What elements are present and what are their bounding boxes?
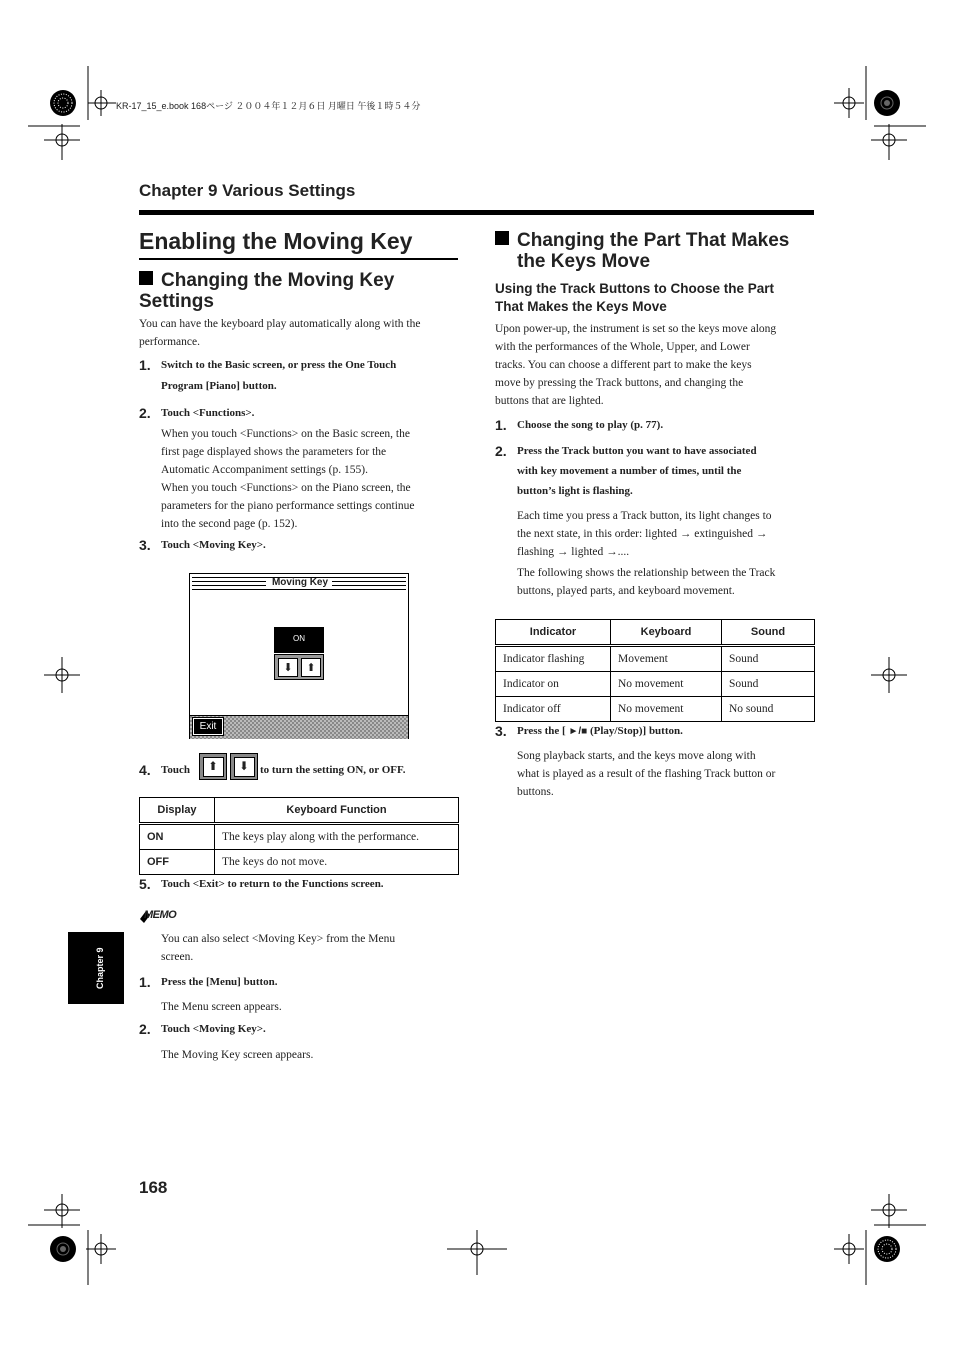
page-number: 168 [139, 1178, 168, 1197]
step-number: 3. [139, 537, 151, 553]
indicator-table [495, 619, 815, 722]
body-line: Automatic Accompaniment settings (p. 155). [161, 464, 368, 476]
step-text [161, 355, 461, 397]
title-underline [139, 258, 458, 260]
step-text-post: to turn the setting ON, or OFF. [260, 764, 406, 776]
section-title-line: the Keys Move [517, 251, 651, 272]
step-number: 1. [495, 417, 507, 433]
print-header: KR-17_15_e.book 168ページ ２００４年１２月６日 月曜日 午後１時５４分 [116, 101, 421, 111]
step-number: 4. [139, 762, 151, 778]
up-button-icon-box [199, 753, 227, 780]
section-title-text: Changing the Moving Key Settings [139, 270, 395, 312]
moving-key-screen [189, 573, 409, 739]
table-header: Sound [722, 620, 815, 646]
step-text [517, 441, 817, 501]
screen-arrow-panel [274, 654, 324, 680]
body-line: flashing → lighted →.... [517, 546, 630, 558]
side-tab-label: Chapter 9 [95, 947, 105, 989]
step-text-line: Press the Track button you want to have associated [517, 445, 757, 457]
display-function-table [139, 797, 459, 875]
table-row [496, 646, 815, 672]
step-number: 2. [495, 443, 507, 459]
chapter-rule [139, 210, 814, 215]
step-text: Press the [Menu] button. [161, 976, 278, 988]
step-number: 2. [139, 1021, 151, 1037]
section-title-line [495, 230, 825, 251]
body-line: buttons, played parts, and keyboard movement. [517, 585, 735, 597]
table-header: Keyboard [611, 620, 722, 646]
section-title-moving-key [139, 270, 459, 312]
memo-icon [138, 907, 176, 932]
section-title-text: Changing the Part That Makes [517, 230, 790, 251]
subheading [495, 280, 815, 316]
table-header: Indicator [496, 620, 611, 646]
body-line: When you touch <Functions> on the Piano screen, the [161, 482, 411, 494]
step-text: Touch <Moving Key>. [161, 539, 266, 551]
body-line: screen. [161, 951, 194, 963]
music-staff-right [332, 581, 406, 586]
subheading-line: Using the Track Buttons to Choose the Part [495, 281, 775, 296]
step-body [517, 507, 817, 561]
table-cell: Indicator flashing [496, 646, 611, 672]
screen-value: ON [293, 634, 305, 643]
body-line: the next state, in this order: lighted → extinguished → [517, 528, 768, 540]
up-arrow-icon: ⬆ [203, 757, 224, 777]
screen-title: Moving Key [271, 577, 329, 588]
table-cell: Indicator off [496, 697, 611, 722]
body-line: You can also select <Moving Key> from the Menu [161, 933, 396, 945]
step-number: 1. [139, 357, 151, 373]
step-text: Touch <Moving Key>. [161, 1023, 266, 1035]
section-title-part [495, 230, 825, 272]
section-bullet-icon [495, 231, 509, 245]
play-stop-icon: ►/■ [565, 726, 590, 737]
step-text-pre: Touch [161, 764, 190, 776]
body-line: with the performances of the Whole, Upper, and Lower [495, 341, 750, 353]
body-line: move by pressing the Track buttons, and changing the [495, 377, 744, 389]
step-body [517, 564, 817, 600]
table-cell: Sound [722, 646, 815, 672]
table-cell: Movement [611, 646, 722, 672]
chapter-side-tab [68, 932, 124, 1004]
left-intro: You can have the keyboard play automatically along with the performance. [139, 318, 421, 348]
table-row [496, 697, 815, 722]
body-line: When you touch <Functions> on the Basic screen, the [161, 428, 410, 440]
step-text [517, 721, 683, 742]
body-line: Song playback starts, and the keys move along with [517, 750, 756, 762]
body-line: Each time you press a Track button, its light changes to [517, 510, 772, 522]
table-cell: OFF [140, 850, 215, 875]
step-body [161, 425, 461, 533]
body-line: tracks. You can choose a different part to make the keys [495, 359, 752, 371]
step-text-line: Switch to the Basic screen, or press the One Touch [161, 359, 397, 371]
step-number: 5. [139, 876, 151, 892]
step-text-part: (Play/Stop)] button. [589, 725, 683, 737]
up-arrow-button[interactable] [301, 658, 321, 677]
subheading-line: That Makes the Keys Move [495, 299, 667, 314]
step-body: The Moving Key screen appears. [161, 1049, 314, 1061]
step-text-line: Program [Piano] button. [161, 380, 277, 392]
down-arrow-icon: ⬇ [283, 662, 293, 674]
body-line: into the second page (p. 152). [161, 518, 298, 530]
down-arrow-button[interactable] [278, 658, 298, 677]
table-header-row [496, 620, 815, 646]
step-text: Choose the song to play (p. 77). [517, 419, 664, 431]
table-cell: No movement [611, 697, 722, 722]
step-text-line: with key movement a number of times, until the [517, 465, 742, 477]
memo-text [161, 930, 461, 966]
step-text-part: Press the [ [517, 725, 566, 737]
step-text: Touch <Functions>. [161, 407, 255, 419]
screen-title-bar [192, 577, 406, 590]
body-line: first page displayed shows the parameters for the [161, 446, 387, 458]
table-cell: The keys do not move. [215, 850, 459, 875]
table-cell: Indicator on [496, 672, 611, 697]
body-line: parameters for the piano performance settings continue [161, 500, 415, 512]
page-title: Enabling the Moving Key [139, 228, 413, 254]
down-arrow-icon: ⬇ [234, 757, 255, 777]
table-cell: ON [140, 824, 215, 850]
table-header: Display [140, 798, 215, 824]
table-cell: The keys play along with the performance. [215, 824, 459, 850]
table-header-row [140, 798, 459, 824]
table-cell: Sound [722, 672, 815, 697]
memo-label: MEMO [144, 909, 177, 921]
step-body [517, 747, 817, 801]
step-text-line: button’s light is flashing. [517, 485, 633, 497]
chapter-heading: Chapter 9 Various Settings [139, 181, 356, 200]
up-arrow-icon: ⬆ [306, 662, 316, 674]
right-intro [495, 320, 815, 410]
body-line: buttons. [517, 786, 554, 798]
down-button-icon-box [230, 753, 258, 780]
step-number: 3. [495, 723, 507, 739]
step-number: 1. [139, 974, 151, 990]
table-cell: No sound [722, 697, 815, 722]
step-text: Touch <Exit> to return to the Functions screen. [161, 878, 384, 890]
screen-value-box [274, 627, 324, 653]
music-staff-left [192, 581, 266, 586]
body-line: what is played as a result of the flashing Track button or [517, 768, 776, 780]
exit-button[interactable]: Exit [193, 718, 223, 735]
body-line: The following shows the relationship between the Track [517, 567, 776, 579]
step-number: 2. [139, 405, 151, 421]
table-row [140, 850, 459, 875]
body-line: buttons that are lighted. [495, 395, 604, 407]
body-line: Upon power-up, the instrument is set so the keys move along [495, 323, 777, 335]
table-row [496, 672, 815, 697]
section-bullet-icon [139, 271, 153, 285]
step-body: The Menu screen appears. [161, 1001, 282, 1013]
table-cell: No movement [611, 672, 722, 697]
table-header: Keyboard Function [215, 798, 459, 824]
table-row [140, 824, 459, 850]
